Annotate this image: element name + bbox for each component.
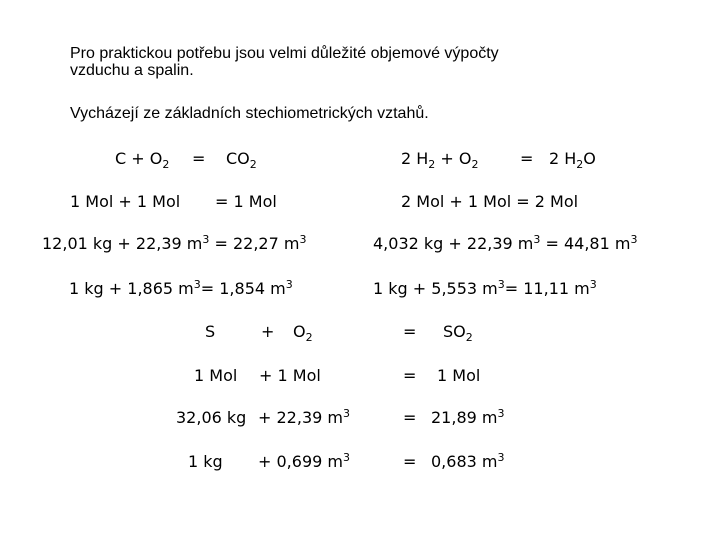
carbon-mol-product: = 1 Mol <box>215 192 277 211</box>
carbon-mol-reactants: 1 Mol + 1 Mol <box>70 192 181 211</box>
sulfur-unit-product: 0,683 $m^3$ <box>431 451 505 471</box>
sulfur-mass-product: 21,89 $m^3$ <box>431 407 505 427</box>
sulfur-mass-o: + 22,39 $m^3$ <box>258 407 350 427</box>
carbon-reactants: $C + O_2$ <box>115 149 170 171</box>
hydrogen-product: 2 $H_2O$ <box>549 149 596 171</box>
sulfur-oxygen: $O_2$ <box>293 322 313 344</box>
sulfur-mass-s: 32,06 kg <box>176 408 247 427</box>
sulfur-unit-o: + 0,699 $m^3$ <box>258 451 350 471</box>
sulfur-product: $SO_2$ <box>443 322 473 344</box>
sulfur-unit-equals: = <box>403 452 417 471</box>
carbon-product: $CO_2$ <box>226 149 257 171</box>
carbon-equals: = <box>192 149 206 168</box>
intro-line-2: vzduchu a spalin. <box>70 62 194 79</box>
hydrogen-mol: 2 Mol + 1 Mol = 2 Mol <box>401 192 579 211</box>
sulfur-s: S <box>205 322 216 341</box>
hydrogen-mass: 4,032 kg + 22,39 $m^3 = 44,81$ $m^3$ <box>373 233 638 253</box>
intro-line-1: Pro praktickou potřebu jsou velmi důležité objemové výpočty <box>70 45 499 62</box>
carbon-per-kg: 1 kg + 1,865 $m^3= 1,854$ $m^3$ <box>69 278 293 298</box>
hydrogen-equals: = <box>520 149 534 168</box>
sulfur-plus: + <box>261 322 275 341</box>
sulfur-mass-equals: = <box>403 408 417 427</box>
sulfur-mol-o: + 1 Mol <box>259 366 321 385</box>
sulfur-mol-s: 1 Mol <box>194 366 238 385</box>
sulfur-equals: = <box>403 322 417 341</box>
sulfur-mol-equals: = <box>403 366 417 385</box>
carbon-mass: 12,01 kg + 22,39 $m^3 = 22,27$ $m^3$ <box>42 233 307 253</box>
intro-line-3: Vycházejí ze základních stechiometrických vztahů. <box>70 105 429 122</box>
hydrogen-per-kg: 1 kg + 5,553 $m^3= 11,11$ $m^3$ <box>373 278 597 298</box>
hydrogen-reactants: 2 $H_2 + O_2$ <box>401 149 479 171</box>
sulfur-mol-product: 1 Mol <box>437 366 481 385</box>
sulfur-unit-s: 1 kg <box>188 452 223 471</box>
